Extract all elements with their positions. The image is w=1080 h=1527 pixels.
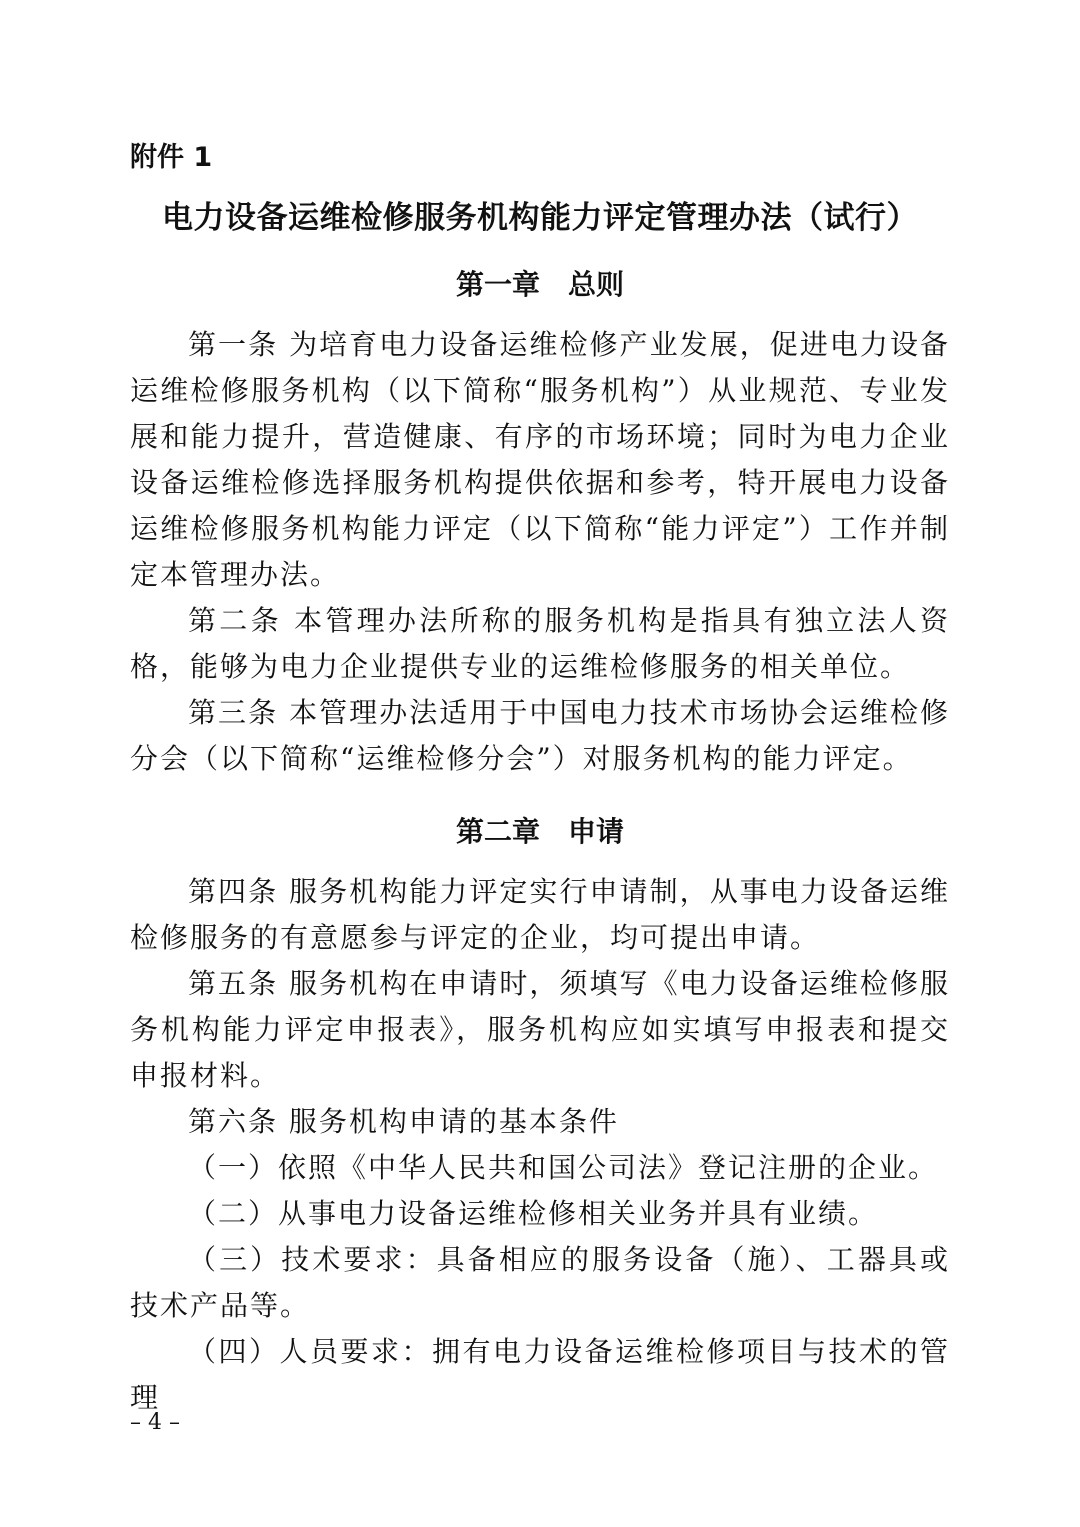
- article-2: 第二条 本管理办法所称的服务机构是指具有独立法人资格，能够为电力企业提供专业的运维检修服务的相关单位。: [130, 604, 950, 683]
- chapter-2-heading: 第二章 申请: [455, 815, 624, 848]
- condition-3: （三）技术要求：具备相应的服务设备（施）、工器具或技术产品等。: [130, 1243, 950, 1322]
- chapter-2-body: [130, 869, 950, 1421]
- document-title: 电力设备运维检修服务机构能力评定管理办法（试行）: [162, 200, 918, 236]
- article-6: 第六条 服务机构申请的基本条件: [188, 1105, 619, 1138]
- article-4: 第四条 服务机构能力评定实行申请制，从事电力设备运维检修服务的有意愿参与评定的企业，均可提出申请。: [130, 875, 950, 954]
- condition-4: （四）人员要求：拥有电力设备运维检修项目与技术的管理: [130, 1335, 950, 1414]
- attachment-label: 附件 1: [130, 142, 213, 173]
- chapter-1-heading: 第一章 总则: [455, 268, 624, 301]
- condition-1: （一）依照《中华人民共和国公司法》登记注册的企业。: [188, 1151, 939, 1184]
- article-3: 第三条 本管理办法适用于中国电力技术市场协会运维检修分会（以下简称“运维检修分会”）对服务机构的能力评定。: [130, 696, 950, 775]
- page-number: – 4 –: [130, 1410, 180, 1435]
- article-5: 第五条 服务机构在申请时，须填写《电力设备运维检修服务机构能力评定申报表》，服务机构应如实填写申报表和提交申报材料。: [130, 967, 950, 1092]
- chapter-1-body: [130, 322, 950, 782]
- condition-2: （二）从事电力设备运维检修相关业务并具有业绩。: [188, 1197, 879, 1230]
- article-1: 第一条 为培育电力设备运维检修产业发展，促进电力设备运维检修服务机构（以下简称“服务机构”）从业规范、专业发展和能力提升，营造健康、有序的市场环境；同时为电力企业设备运维检修选择服务机构提供依据和参考，特开展电力设备运维检修服务机构能力评定（以下简称“能力评定”）工作并制定本管理办法。: [130, 328, 950, 591]
